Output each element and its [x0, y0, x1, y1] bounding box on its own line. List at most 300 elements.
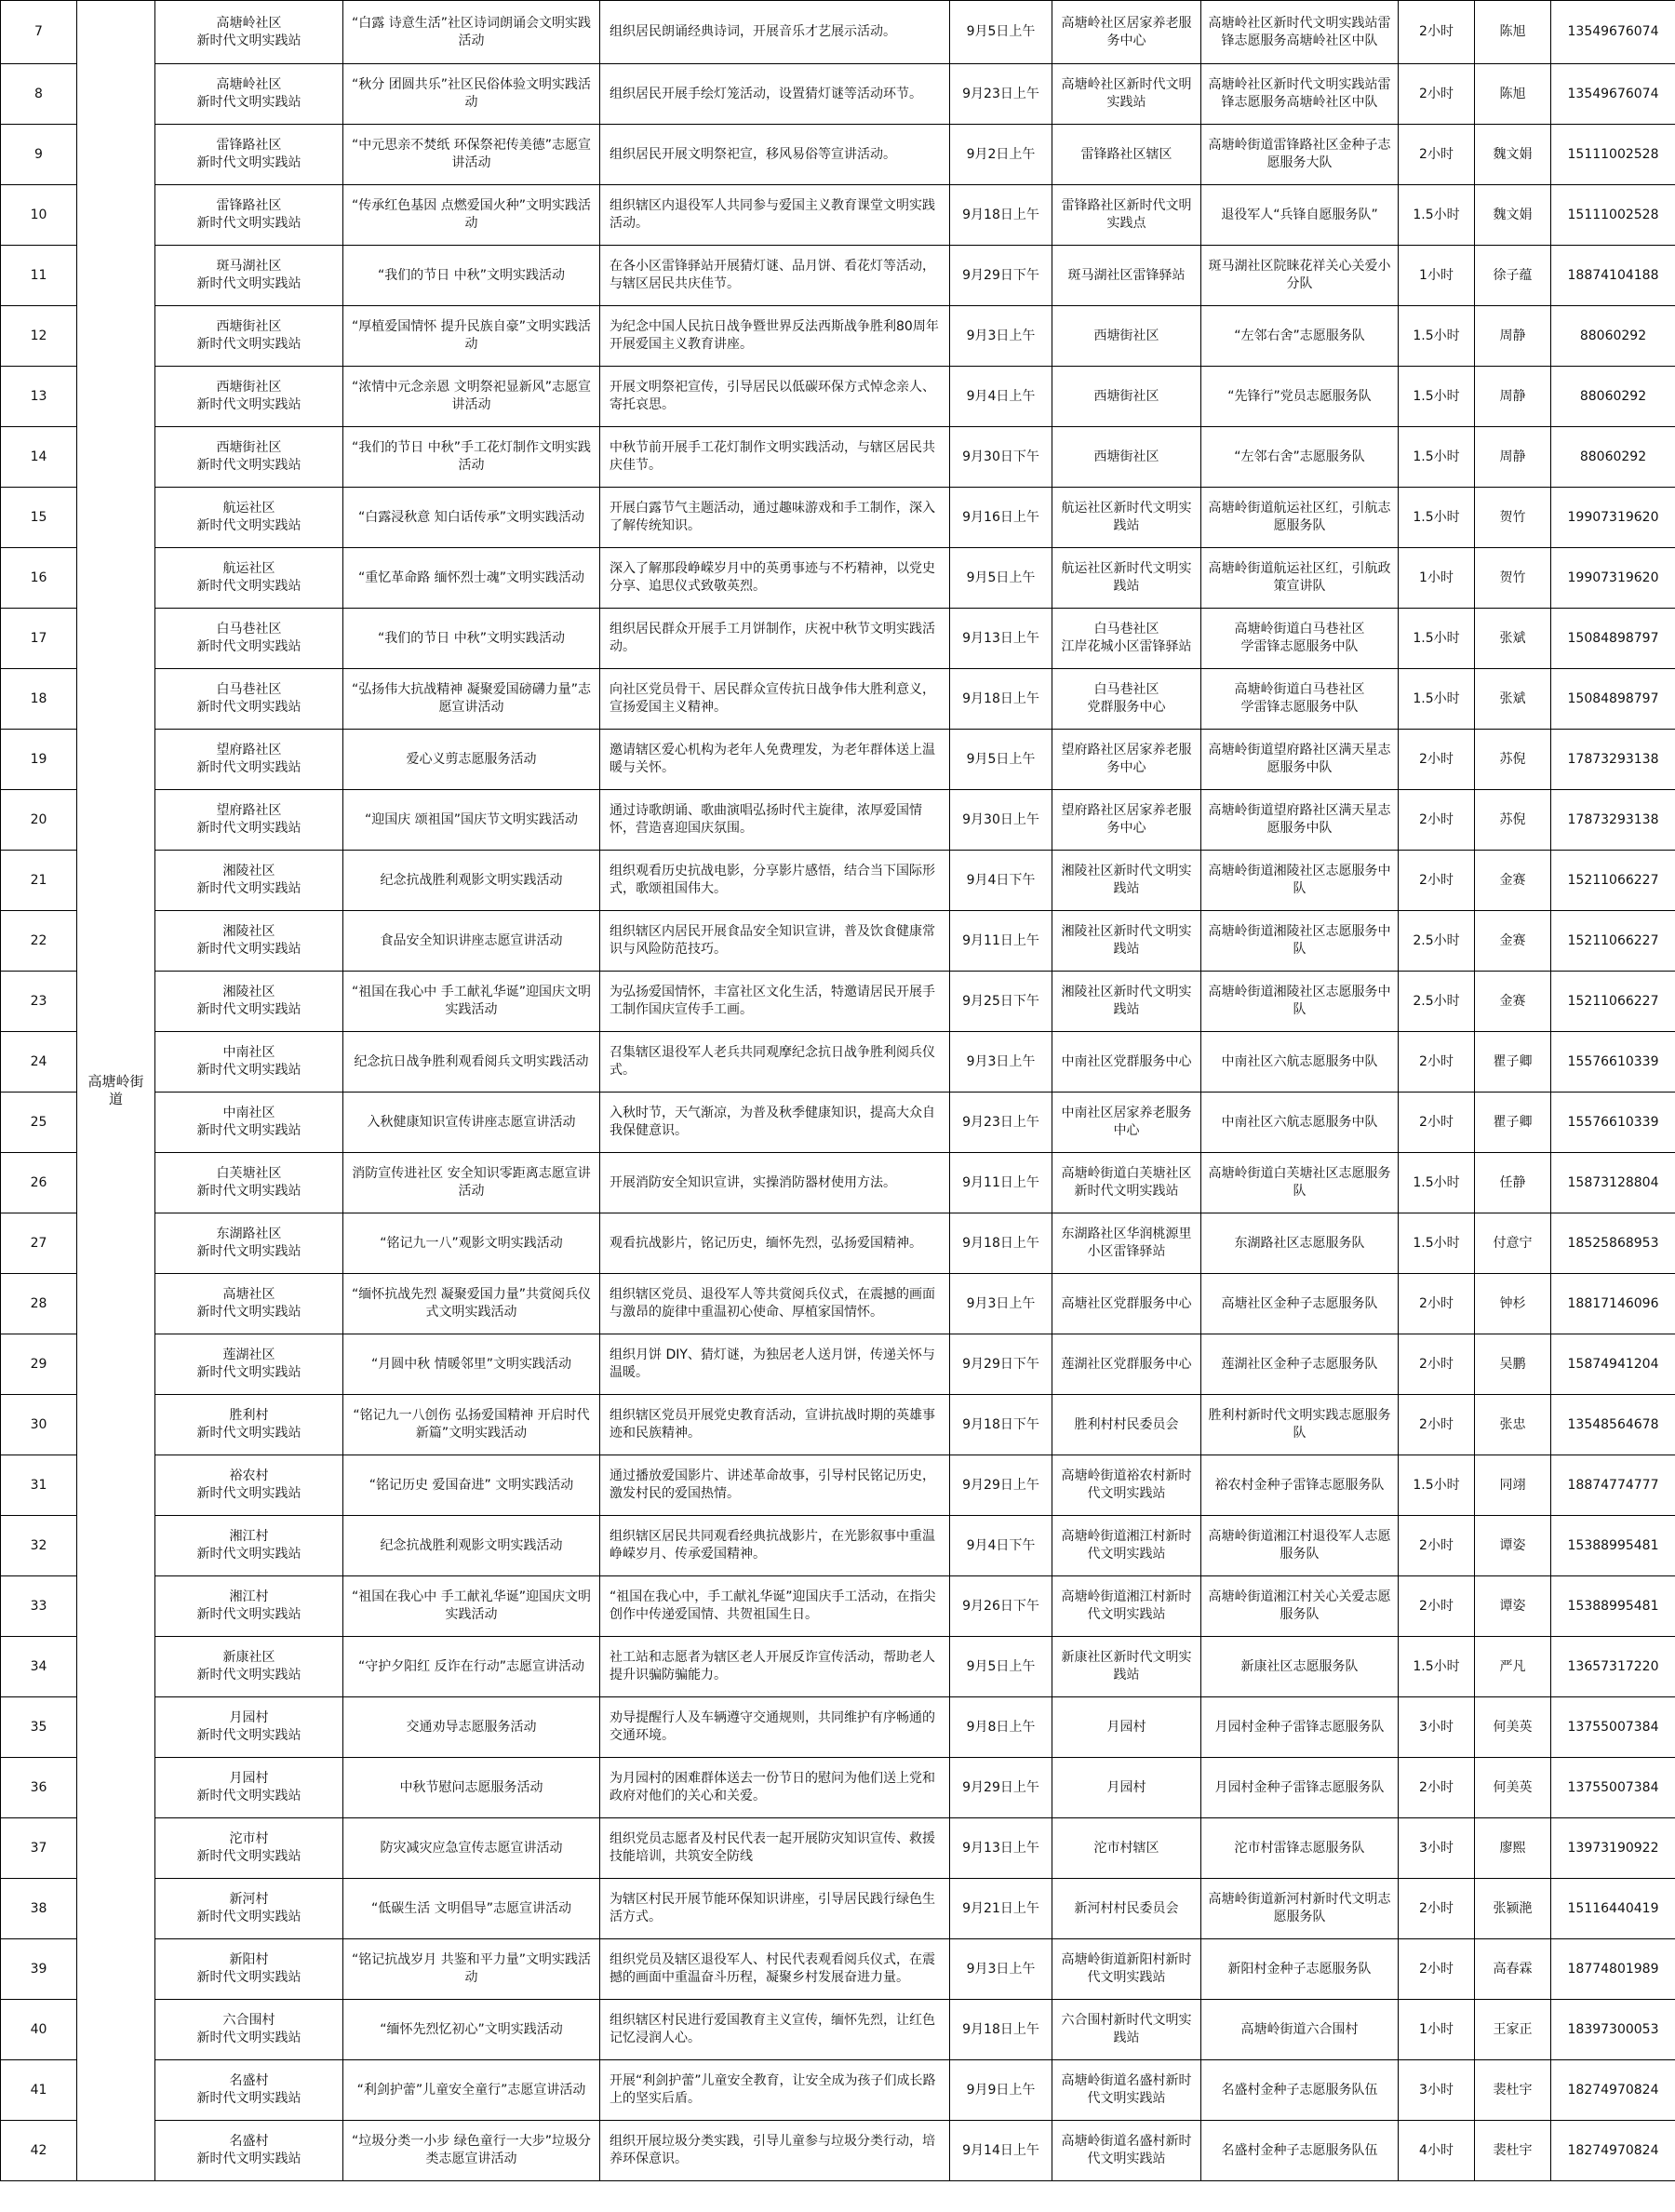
duration: 2小时 [1399, 1758, 1475, 1818]
station-name: 湘江村 新时代文明实践站 [155, 1516, 343, 1576]
row-number: 28 [1, 1274, 77, 1334]
row-number: 26 [1, 1153, 77, 1213]
table-row [1, 2060, 1675, 2121]
activity-location: 新河村村民委员会 [1052, 1879, 1201, 1939]
activity-content: 组织党员志愿者及村民代表一起开展防灾知识宣传、救援技能培训，共筑安全防线 [600, 1818, 950, 1879]
activity-content: 入秋时节，天气渐凉，为普及秋季健康知识，提高大众自我保健意识。 [600, 1093, 950, 1153]
activity-location: 高塘岭街道名盛村新时代文明实践站 [1052, 2060, 1201, 2121]
contact-person: 金赛 [1475, 972, 1551, 1032]
activity-name: “铭记九一八创伤 弘扬爱国精神 开启时代新篇”文明实践活动 [343, 1395, 600, 1455]
activity-time: 9月4日上午 [950, 367, 1052, 427]
contact-phone: 15873128804 [1551, 1153, 1675, 1213]
station-name: 航运社区 新时代文明实践站 [155, 488, 343, 548]
duration: 2小时 [1399, 1093, 1475, 1153]
activity-content: 在各小区雷锋驿站开展猜灯谜、品月饼、看花灯等活动，与辖区居民共庆佳节。 [600, 246, 950, 306]
activity-location: 新康社区新时代文明实践站 [1052, 1637, 1201, 1697]
duration: 1.5小时 [1399, 488, 1475, 548]
contact-person: 吴鹏 [1475, 1334, 1551, 1395]
station-name: 湘陵社区 新时代文明实践站 [155, 851, 343, 911]
activity-name: “守护夕阳红 反诈在行动”志愿宣讲活动 [343, 1637, 600, 1697]
activity-location: 高塘岭街道湘江村新时代文明实践站 [1052, 1576, 1201, 1637]
table-row [1, 730, 1675, 790]
activity-content: 观看抗战影片，铭记历史，缅怀先烈，弘扬爱国精神。 [600, 1213, 950, 1274]
activity-time: 9月18日上午 [950, 185, 1052, 246]
table-row [1, 609, 1675, 669]
contact-phone: 15211066227 [1551, 911, 1675, 972]
contact-person: 贺竹 [1475, 488, 1551, 548]
duration: 2.5小时 [1399, 972, 1475, 1032]
station-name: 六合围村 新时代文明实践站 [155, 2000, 343, 2060]
contact-phone: 15116440419 [1551, 1879, 1675, 1939]
activity-time: 9月29日下午 [950, 246, 1052, 306]
activity-name: 入秋健康知识宣传讲座志愿宣讲活动 [343, 1093, 600, 1153]
station-name: 望府路社区 新时代文明实践站 [155, 730, 343, 790]
activity-location: 航运社区新时代文明实践站 [1052, 548, 1201, 609]
activity-time: 9月18日上午 [950, 2000, 1052, 2060]
service-team: 高塘岭街道望府路社区满天星志愿服务中队 [1201, 790, 1399, 851]
row-number: 20 [1, 790, 77, 851]
contact-phone: 88060292 [1551, 306, 1675, 367]
duration: 2小时 [1399, 1516, 1475, 1576]
contact-phone: 18274970824 [1551, 2060, 1675, 2121]
row-number: 34 [1, 1637, 77, 1697]
service-team: 名盛村金种子志愿服务队伍 [1201, 2060, 1399, 2121]
row-number: 16 [1, 548, 77, 609]
duration: 1.5小时 [1399, 185, 1475, 246]
activity-location: 湘陵社区新时代文明实践站 [1052, 851, 1201, 911]
contact-phone: 18397300053 [1551, 2000, 1675, 2060]
activity-name: 中秋节慰问志愿服务活动 [343, 1758, 600, 1818]
service-team: 月园村金种子雷锋志愿服务队 [1201, 1758, 1399, 1818]
row-number: 38 [1, 1879, 77, 1939]
activity-content: 为月园村的困难群体送去一份节日的慰问为他们送上党和政府对他们的关心和关爱。 [600, 1758, 950, 1818]
activity-time: 9月5日上午 [950, 548, 1052, 609]
activity-name: “铭记历史 爱国奋进” 文明实践活动 [343, 1455, 600, 1516]
duration: 2小时 [1399, 1274, 1475, 1334]
contact-person: 张忠 [1475, 1395, 1551, 1455]
service-team: 高塘岭街道六合围村 [1201, 2000, 1399, 2060]
activity-content: 通过播放爱国影片、讲述革命故事，引导村民铭记历史，激发村民的爱国热情。 [600, 1455, 950, 1516]
activity-content: 召集辖区退役军人老兵共同观摩纪念抗日战争胜利阅兵仪式。 [600, 1032, 950, 1093]
activity-time: 9月11日上午 [950, 911, 1052, 972]
service-team: “左邻右舍”志愿服务队 [1201, 306, 1399, 367]
activity-content: 组织辖区党员开展党史教育活动，宣讲抗战时期的英雄事迹和民族精神。 [600, 1395, 950, 1455]
activity-name: “垃圾分类一小步 绿色童行一大步”垃圾分类志愿宣讲活动 [343, 2121, 600, 2181]
station-name: 名盛村 新时代文明实践站 [155, 2121, 343, 2181]
activity-location: 中南社区居家养老服务中心 [1052, 1093, 1201, 1153]
duration: 2小时 [1399, 1879, 1475, 1939]
station-name: 航运社区 新时代文明实践站 [155, 548, 343, 609]
station-name: 名盛村 新时代文明实践站 [155, 2060, 343, 2121]
contact-person: 贺竹 [1475, 548, 1551, 609]
service-team: 高塘岭街道白马巷社区 学雷锋志愿服务中队 [1201, 609, 1399, 669]
activity-location: 白马巷社区 江岸花城小区雷锋驿站 [1052, 609, 1201, 669]
activity-time: 9月13日上午 [950, 1818, 1052, 1879]
row-number: 41 [1, 2060, 77, 2121]
station-name: 西塘街社区 新时代文明实践站 [155, 367, 343, 427]
table-body [1, 1, 1675, 2181]
activity-location: 西塘街社区 [1052, 427, 1201, 488]
contact-phone: 13549676074 [1551, 1, 1675, 64]
station-name: 胜利村 新时代文明实践站 [155, 1395, 343, 1455]
station-name: 湘江村 新时代文明实践站 [155, 1576, 343, 1637]
contact-person: 王家正 [1475, 2000, 1551, 2060]
activity-location: 西塘街社区 [1052, 367, 1201, 427]
table-row [1, 1637, 1675, 1697]
row-number: 42 [1, 2121, 77, 2181]
table-row [1, 2000, 1675, 2060]
table-row [1, 367, 1675, 427]
activity-name: 纪念抗日战争胜利观看阅兵文明实践活动 [343, 1032, 600, 1093]
duration: 1.5小时 [1399, 1153, 1475, 1213]
activity-content: 深入了解那段峥嵘岁月中的英勇事迹与不朽精神，以党史分享、追思仪式致敬英烈。 [600, 548, 950, 609]
activity-location: 月园村 [1052, 1697, 1201, 1758]
contact-phone: 19907319620 [1551, 548, 1675, 609]
row-number: 18 [1, 669, 77, 730]
activity-name: “弘扬伟大抗战精神 凝聚爱国磅礴力量”志愿宣讲活动 [343, 669, 600, 730]
contact-phone: 15084898797 [1551, 669, 1675, 730]
service-team: 高塘岭街道航运社区红，引航志愿服务队 [1201, 488, 1399, 548]
duration: 2小时 [1399, 1576, 1475, 1637]
activity-name: “利剑护蕾”儿童安全童行”志愿宣讲活动 [343, 2060, 600, 2121]
duration: 2小时 [1399, 1939, 1475, 2000]
contact-phone: 15211066227 [1551, 851, 1675, 911]
contact-phone: 88060292 [1551, 367, 1675, 427]
activity-time: 9月8日上午 [950, 1697, 1052, 1758]
contact-phone: 13755007384 [1551, 1697, 1675, 1758]
row-number: 11 [1, 246, 77, 306]
activity-time: 9月26日下午 [950, 1576, 1052, 1637]
service-team: 高塘岭街道湘陵社区志愿服务中队 [1201, 911, 1399, 972]
row-number: 8 [1, 64, 77, 125]
activity-name: “祖国在我心中 手工献礼华诞”迎国庆文明实践活动 [343, 972, 600, 1032]
activity-time: 9月18日上午 [950, 669, 1052, 730]
duration: 1.5小时 [1399, 1637, 1475, 1697]
contact-person: 金赛 [1475, 851, 1551, 911]
duration: 2小时 [1399, 790, 1475, 851]
activity-location: 高塘岭社区新时代文明实践站 [1052, 64, 1201, 125]
activity-time: 9月25日下午 [950, 972, 1052, 1032]
table-row [1, 2121, 1675, 2181]
row-number: 27 [1, 1213, 77, 1274]
activity-time: 9月2日上午 [950, 125, 1052, 185]
activity-location: 西塘街社区 [1052, 306, 1201, 367]
duration: 1.5小时 [1399, 1455, 1475, 1516]
contact-person: 谭姿 [1475, 1576, 1551, 1637]
service-team: 名盛村金种子志愿服务队伍 [1201, 2121, 1399, 2181]
activity-location: 高塘岭街道名盛村新时代文明实践站 [1052, 2121, 1201, 2181]
activity-content: 组织辖区党员、退役军人等共赏阅兵仪式，在震撼的画面与激昂的旋律中重温初心使命、厚植家国情怀。 [600, 1274, 950, 1334]
activity-content: 组织居民群众开展手工月饼制作，庆祝中秋节文明实践活动。 [600, 609, 950, 669]
activity-time: 9月5日上午 [950, 730, 1052, 790]
station-name: 斑马湖社区 新时代文明实践站 [155, 246, 343, 306]
table-row [1, 125, 1675, 185]
row-number: 36 [1, 1758, 77, 1818]
activity-name: “我们的节日 中秋”文明实践活动 [343, 609, 600, 669]
station-name: 裕农村 新时代文明实践站 [155, 1455, 343, 1516]
table-row [1, 1395, 1675, 1455]
service-team: 高塘岭街道湘江村退役军人志愿服务队 [1201, 1516, 1399, 1576]
activity-time: 9月29日下午 [950, 1334, 1052, 1395]
activity-name: 交通劝导志愿服务活动 [343, 1697, 600, 1758]
contact-phone: 17873293138 [1551, 730, 1675, 790]
activity-time: 9月3日上午 [950, 1939, 1052, 2000]
contact-phone: 15388995481 [1551, 1516, 1675, 1576]
station-name: 白马巷社区 新时代文明实践站 [155, 609, 343, 669]
contact-person: 张斌 [1475, 609, 1551, 669]
contact-person: 苏倪 [1475, 790, 1551, 851]
row-number: 30 [1, 1395, 77, 1455]
station-name: 雷锋路社区 新时代文明实践站 [155, 185, 343, 246]
station-name: 东湖路社区 新时代文明实践站 [155, 1213, 343, 1274]
contact-phone: 88060292 [1551, 427, 1675, 488]
table-row [1, 1032, 1675, 1093]
activity-content: 组织居民开展文明祭祀宣，移风易俗等宣讲活动。 [600, 125, 950, 185]
table-row [1, 851, 1675, 911]
table-row [1, 1516, 1675, 1576]
activity-content: 组织辖区内退役军人共同参与爱国主义教育课堂文明实践活动。 [600, 185, 950, 246]
activity-time: 9月9日上午 [950, 2060, 1052, 2121]
row-number: 33 [1, 1576, 77, 1637]
service-team: 新阳村金种子志愿服务队 [1201, 1939, 1399, 2000]
row-number: 35 [1, 1697, 77, 1758]
contact-phone: 18525868953 [1551, 1213, 1675, 1274]
activity-content: 为辖区村民开展节能环保知识讲座，引导居民践行绿色生活方式。 [600, 1879, 950, 1939]
activity-location: 高塘岭街道新阳村新时代文明实践站 [1052, 1939, 1201, 2000]
contact-phone: 18274970824 [1551, 2121, 1675, 2181]
service-team: 胜利村新时代文明实践志愿服务队 [1201, 1395, 1399, 1455]
contact-person: 钟杉 [1475, 1274, 1551, 1334]
contact-phone: 19907319620 [1551, 488, 1675, 548]
contact-person: 金赛 [1475, 911, 1551, 972]
activity-location: 望府路社区居家养老服务中心 [1052, 730, 1201, 790]
activity-location: 胜利村村民委员会 [1052, 1395, 1201, 1455]
contact-person: 裴杜宇 [1475, 2121, 1551, 2181]
table-row [1, 1093, 1675, 1153]
service-team: 高塘岭社区新时代文明实践站雷锋志愿服务高塘岭社区中队 [1201, 1, 1399, 64]
activity-content: 组织开展垃圾分类实践，引导儿童参与垃圾分类行动，培养环保意识。 [600, 2121, 950, 2181]
service-team: 裕农村金种子雷锋志愿服务队 [1201, 1455, 1399, 1516]
activity-name: 消防宣传进社区 安全知识零距离志愿宣讲活动 [343, 1153, 600, 1213]
activity-name: “厚植爱国情怀 提升民族自豪”文明实践活动 [343, 306, 600, 367]
activity-location: 高塘岭街道白芙塘社区新时代文明实践站 [1052, 1153, 1201, 1213]
activity-time: 9月3日上午 [950, 306, 1052, 367]
contact-person: 何美英 [1475, 1758, 1551, 1818]
service-team: 高塘岭街道湘江村关心关爱志愿服务队 [1201, 1576, 1399, 1637]
service-team: 斑马湖社区院睐花祥关心关爱小分队 [1201, 246, 1399, 306]
row-number: 19 [1, 730, 77, 790]
table-row [1, 1758, 1675, 1818]
duration: 3小时 [1399, 1818, 1475, 1879]
duration: 2小时 [1399, 125, 1475, 185]
activity-time: 9月21日上午 [950, 1879, 1052, 1939]
duration: 1小时 [1399, 2000, 1475, 2060]
contact-phone: 17873293138 [1551, 790, 1675, 851]
contact-phone: 13657317220 [1551, 1637, 1675, 1697]
station-name: 白马巷社区 新时代文明实践站 [155, 669, 343, 730]
activity-content: 组织辖区村民进行爱国教育主义宣传，缅怀先烈，让红色记忆浸润人心。 [600, 2000, 950, 2060]
activity-name: 纪念抗战胜利观影文明实践活动 [343, 851, 600, 911]
table-row [1, 1576, 1675, 1637]
activity-name: “祖国在我心中 手工献礼华诞”迎国庆文明实践活动 [343, 1576, 600, 1637]
activity-content: 向社区党员骨干、居民群众宣传抗日战争伟大胜利意义，宣扬爱国主义精神。 [600, 669, 950, 730]
contact-person: 张颍滟 [1475, 1879, 1551, 1939]
activity-time: 9月23日上午 [950, 1093, 1052, 1153]
row-number: 40 [1, 2000, 77, 2060]
service-team: 高塘岭社区新时代文明实践站雷锋志愿服务高塘岭社区中队 [1201, 64, 1399, 125]
duration: 2小时 [1399, 1, 1475, 64]
activity-name: “缅怀先烈忆初心”文明实践活动 [343, 2000, 600, 2060]
activity-content: 组织辖区居民共同观看经典抗战影片，在光影叙事中重温峥嵘岁月、传承爱国精神。 [600, 1516, 950, 1576]
service-team: 月园村金种子雷锋志愿服务队 [1201, 1697, 1399, 1758]
service-team: 高塘岭街道白芙塘社区志愿服务队 [1201, 1153, 1399, 1213]
contact-phone: 15576610339 [1551, 1032, 1675, 1093]
row-number: 12 [1, 306, 77, 367]
contact-phone: 18774801989 [1551, 1939, 1675, 2000]
contact-person: 谭姿 [1475, 1516, 1551, 1576]
contact-phone: 15211066227 [1551, 972, 1675, 1032]
table-row [1, 911, 1675, 972]
activity-name: “传承红色基因 点燃爱国火种”文明实践活动 [343, 185, 600, 246]
service-team: “左邻右舍”志愿服务队 [1201, 427, 1399, 488]
service-team: 高塘岭街道湘陵社区志愿服务中队 [1201, 851, 1399, 911]
activity-content: 中秋节前开展手工花灯制作文明实践活动，与辖区居民共庆佳节。 [600, 427, 950, 488]
activity-location: 东湖路社区华润桃源里小区雷锋驿站 [1052, 1213, 1201, 1274]
activity-location: 高塘社区党群服务中心 [1052, 1274, 1201, 1334]
activity-location: 中南社区党群服务中心 [1052, 1032, 1201, 1093]
contact-person: 瞿子卿 [1475, 1093, 1551, 1153]
activity-content: 通过诗歌朗诵、歌曲演唱弘扬时代主旋律，浓厚爱国情怀，营造喜迎国庆氛围。 [600, 790, 950, 851]
contact-phone: 18817146096 [1551, 1274, 1675, 1334]
table-row [1, 1274, 1675, 1334]
duration: 1.5小时 [1399, 367, 1475, 427]
table-row [1, 185, 1675, 246]
activity-name: “铭记九一八”观影文明实践活动 [343, 1213, 600, 1274]
activity-content: 社工站和志愿者为辖区老人开展反诈宣传活动，帮助老人提升识骗防骗能力。 [600, 1637, 950, 1697]
table-row [1, 1818, 1675, 1879]
row-number: 10 [1, 185, 77, 246]
station-name: 新阳村 新时代文明实践站 [155, 1939, 343, 2000]
service-team: 中南社区六航志愿服务中队 [1201, 1032, 1399, 1093]
activity-content: 邀请辖区爱心机构为老年人免费理发，为老年群体送上温暖与关怀。 [600, 730, 950, 790]
activity-time: 9月14日上午 [950, 2121, 1052, 2181]
activity-name: “我们的节日 中秋”文明实践活动 [343, 246, 600, 306]
row-number: 24 [1, 1032, 77, 1093]
row-number: 14 [1, 427, 77, 488]
service-team: 退役军人“兵锋自愿服务队” [1201, 185, 1399, 246]
service-team: 沱市村雷锋志愿服务队 [1201, 1818, 1399, 1879]
table-row [1, 669, 1675, 730]
activity-name: 爱心义剪志愿服务活动 [343, 730, 600, 790]
duration: 4小时 [1399, 2121, 1475, 2181]
contact-person: 任静 [1475, 1153, 1551, 1213]
activity-time: 9月18日下午 [950, 1395, 1052, 1455]
service-team: 高塘岭街道湘陵社区志愿服务中队 [1201, 972, 1399, 1032]
activity-content: 组织居民朗诵经典诗词，开展音乐才艺展示活动。 [600, 1, 950, 64]
activity-location: 斑马湖社区雷锋驿站 [1052, 246, 1201, 306]
activity-time: 9月30日下午 [950, 427, 1052, 488]
activity-location: 高塘岭街道裕农村新时代文明实践站 [1052, 1455, 1201, 1516]
row-number: 23 [1, 972, 77, 1032]
table-row [1, 306, 1675, 367]
service-team: 高塘岭街道白马巷社区 学雷锋志愿服务中队 [1201, 669, 1399, 730]
row-number: 32 [1, 1516, 77, 1576]
row-number: 39 [1, 1939, 77, 2000]
duration: 1小时 [1399, 548, 1475, 609]
service-team: 高塘岭街道航运社区红，引航政策宣讲队 [1201, 548, 1399, 609]
contact-person: 周静 [1475, 306, 1551, 367]
activity-content: 为弘扬爱国情怀，丰富社区文化生活，特邀请居民开展手工制作国庆宣传手工画。 [600, 972, 950, 1032]
contact-person: 魏文娟 [1475, 185, 1551, 246]
contact-phone: 13548564678 [1551, 1395, 1675, 1455]
table-row [1, 972, 1675, 1032]
duration: 1小时 [1399, 246, 1475, 306]
row-number: 21 [1, 851, 77, 911]
contact-person: 张斌 [1475, 669, 1551, 730]
activity-location: 月园村 [1052, 1758, 1201, 1818]
activity-location: 望府路社区居家养老服务中心 [1052, 790, 1201, 851]
contact-phone: 15084898797 [1551, 609, 1675, 669]
table-row [1, 790, 1675, 851]
contact-person: 付意宁 [1475, 1213, 1551, 1274]
station-name: 西塘街社区 新时代文明实践站 [155, 427, 343, 488]
activity-content: 组织居民开展手绘灯笼活动，设置猜灯谜等活动环节。 [600, 64, 950, 125]
activity-content: 开展白露节气主题活动，通过趣味游戏和手工制作，深入了解传统知识。 [600, 488, 950, 548]
street-name: 高塘岭街道 [77, 1, 155, 2181]
activity-time: 9月3日上午 [950, 1274, 1052, 1334]
station-name: 莲湖社区 新时代文明实践站 [155, 1334, 343, 1395]
activity-name: “白露 诗意生活”社区诗词朗诵会文明实践活动 [343, 1, 600, 64]
duration: 1.5小时 [1399, 1213, 1475, 1274]
contact-person: 同翊 [1475, 1455, 1551, 1516]
contact-phone: 13973190922 [1551, 1818, 1675, 1879]
activity-name: “我们的节日 中秋”手工花灯制作文明实践活动 [343, 427, 600, 488]
duration: 3小时 [1399, 2060, 1475, 2121]
service-team: “先锋行”党员志愿服务队 [1201, 367, 1399, 427]
row-number: 17 [1, 609, 77, 669]
row-number: 29 [1, 1334, 77, 1395]
activity-name: “铭记抗战岁月 共鉴和平力量”文明实践活动 [343, 1939, 600, 2000]
contact-phone: 15576610339 [1551, 1093, 1675, 1153]
service-team: 高塘岭街道新河村新时代文明志愿服务队 [1201, 1879, 1399, 1939]
contact-phone: 18874774777 [1551, 1455, 1675, 1516]
activity-location: 航运社区新时代文明实践站 [1052, 488, 1201, 548]
contact-person: 陈旭 [1475, 1, 1551, 64]
duration: 2小时 [1399, 730, 1475, 790]
station-name: 湘陵社区 新时代文明实践站 [155, 911, 343, 972]
contact-phone: 15111002528 [1551, 125, 1675, 185]
activity-location: 雷锋路社区辖区 [1052, 125, 1201, 185]
contact-person: 瞿子卿 [1475, 1032, 1551, 1093]
activity-content: 组织观看历史抗战电影，分享影片感悟，结合当下国际形式，歌颂祖国伟大。 [600, 851, 950, 911]
table-row [1, 1153, 1675, 1213]
activity-name: “重忆革命路 缅怀烈士魂”文明实践活动 [343, 548, 600, 609]
activity-content: 开展消防安全知识宣讲，实操消防器材使用方法。 [600, 1153, 950, 1213]
activity-content: 开展“利剑护蕾”儿童安全教育，让安全成为孩子们成长路上的坚实后盾。 [600, 2060, 950, 2121]
duration: 2小时 [1399, 1032, 1475, 1093]
activity-time: 9月5日上午 [950, 1637, 1052, 1697]
contact-person: 陈旭 [1475, 64, 1551, 125]
service-team: 东湖路社区志愿服务队 [1201, 1213, 1399, 1274]
table-row [1, 548, 1675, 609]
contact-person: 徐子蕴 [1475, 246, 1551, 306]
contact-person: 周静 [1475, 427, 1551, 488]
contact-person: 裴杜宇 [1475, 2060, 1551, 2121]
activity-location: 高塘岭街道湘江村新时代文明实践站 [1052, 1516, 1201, 1576]
table-row [1, 1879, 1675, 1939]
station-name: 高塘社区 新时代文明实践站 [155, 1274, 343, 1334]
table-row [1, 1213, 1675, 1274]
